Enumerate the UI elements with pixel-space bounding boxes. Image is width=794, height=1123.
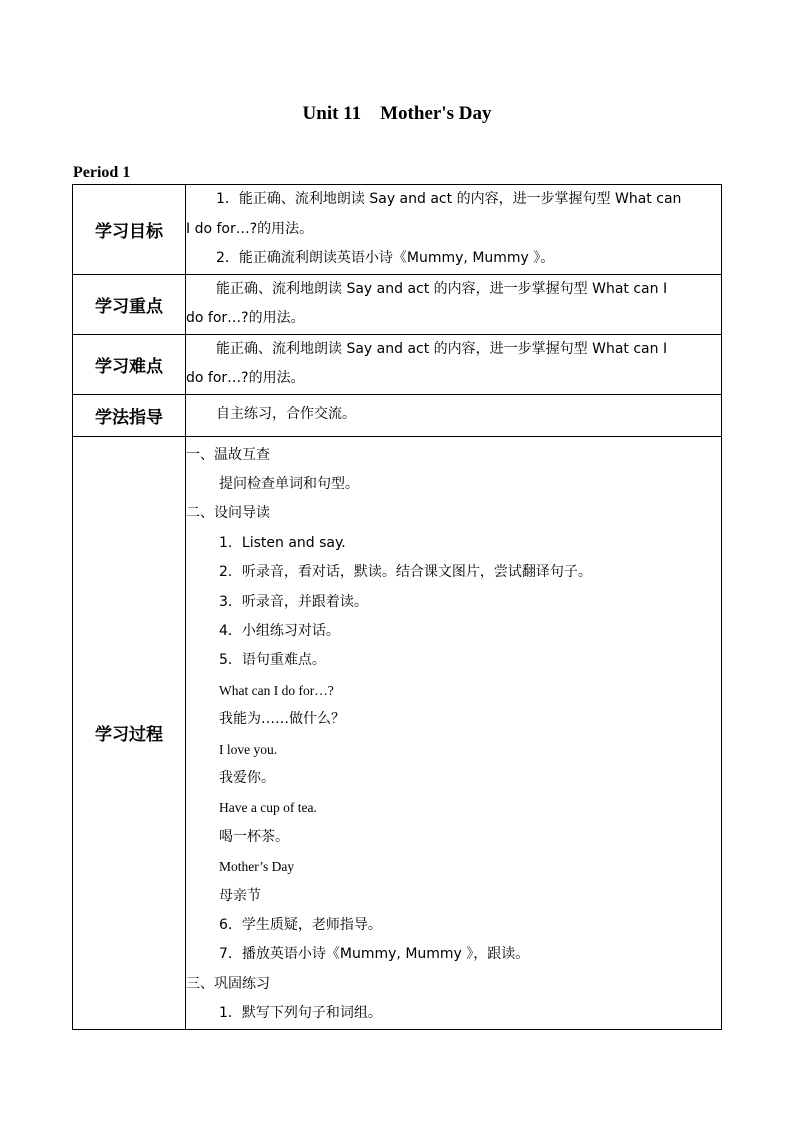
row-content-difficulties <box>186 334 722 394</box>
process-step-2: 2．听录音，看对话，默读。结合课文图片，尝试翻译句子。 <box>219 564 592 581</box>
row-label-method: 学法指导 <box>73 394 186 436</box>
key-points-line-1: 能正确、流利地朗读 Say and act 的内容，进一步掌握句型 What can I <box>216 280 668 297</box>
row-content-key-points <box>186 274 722 334</box>
process-phrase-english: What can I do for…? <box>219 682 334 698</box>
table-row-difficulties <box>73 334 722 394</box>
objectives-line-2: I do for…?的用法。 <box>186 220 314 237</box>
objectives-line-1: 1．能正确、流利地朗读 Say and act 的内容，进一步掌握句型 What can <box>216 191 682 207</box>
process-phrase-english: I love you. <box>219 741 278 757</box>
table-row-objectives <box>73 185 722 275</box>
difficulties-line-1: 能正确、流利地朗读 Say and act 的内容，进一步掌握句型 What can I <box>216 340 668 357</box>
process-step-7: 7．播放英语小诗《Mummy, Mummy 》，跟读。 <box>219 946 530 963</box>
process-step-6: 6．学生质疑，老师指导。 <box>219 917 382 933</box>
difficulties-line-2: do for…?的用法。 <box>186 370 305 386</box>
process-phrase-chinese: 母亲节 <box>219 887 261 904</box>
process-phrase-english: Mother’s Day <box>219 859 295 875</box>
process-section-2-heading: 二、设问导读 <box>186 505 270 522</box>
table-row-method <box>73 394 722 436</box>
process-section-3-heading: 三、巩固练习 <box>186 975 270 992</box>
period-heading: Period 1 <box>73 164 131 181</box>
method-line-1: 自主练习，合作交流。 <box>216 406 356 423</box>
table-row-process <box>73 436 722 1029</box>
row-label-process: 学习过程 <box>73 436 186 1029</box>
row-content-process <box>186 436 722 1029</box>
table-row-key-points <box>73 274 722 334</box>
row-label-key-points: 学习重点 <box>73 274 186 334</box>
process-step-3: 3．听录音，并跟着读。 <box>219 593 368 610</box>
row-content-objectives <box>186 185 722 275</box>
row-label-objectives: 学习目标 <box>73 185 186 275</box>
process-section-1-heading: 一、温故互查 <box>186 446 270 463</box>
process-phrase-chinese: 喝一杯茶。 <box>219 828 289 845</box>
lesson-plan-table <box>72 184 722 1030</box>
document-title: Unit 11 Mother's Day <box>302 103 492 124</box>
key-points-line-2: do for…?的用法。 <box>186 310 305 326</box>
process-phrase-chinese: 我爱你。 <box>219 769 275 786</box>
process-exercise-1: 1．默写下列句子和词组。 <box>219 1005 382 1022</box>
process-step-1: 1．Listen and say. <box>219 534 346 551</box>
row-label-difficulties: 学习难点 <box>73 334 186 394</box>
process-phrase-english: Have a cup of tea. <box>219 800 317 816</box>
process-line: 提问检查单词和句型。 <box>219 475 359 492</box>
process-step-5: 5．语句重难点。 <box>219 652 326 669</box>
process-phrase-chinese: 我能为……做什么？ <box>219 711 345 728</box>
objectives-line-3: 2．能正确流利朗读英语小诗《Mummy, Mummy 》。 <box>216 250 555 266</box>
row-content-method <box>186 394 722 436</box>
process-step-4: 4．小组练习对话。 <box>219 622 340 639</box>
